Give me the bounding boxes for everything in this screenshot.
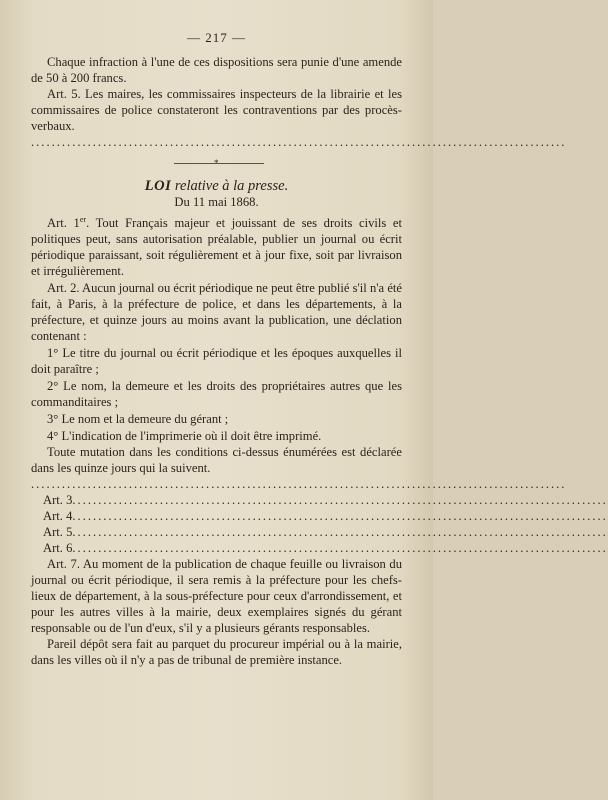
art-1-prefix: Art. 1 <box>47 216 80 230</box>
law-title <box>31 178 402 194</box>
dot-leader: ........................................................................................................ <box>72 541 608 555</box>
section-divider <box>31 156 402 170</box>
law-title-caps: LOI <box>144 178 172 194</box>
paragraph-infraction: Chaque infraction à l'une de ces dispositions sera punie d'une amende de 50 à 200 francs. <box>31 55 402 85</box>
paragraph-art-5: Art. 5. Les maires, les commissaires inspecteurs de la librairie et les commissaires de police constateront les contraventions par des procès-verbaux. <box>31 87 402 133</box>
law-date: Du 11 mai 1868. <box>174 195 259 209</box>
art-ref-5 <box>31 524 608 540</box>
paragraph-art-1 <box>31 215 402 279</box>
list-item-3: 3° Le nom et la demeure du gérant ; <box>47 412 229 426</box>
art-ref-label: Art. 6 <box>43 541 73 555</box>
list-item-1: 1° Le titre du journal ou écrit périodique et les époques auxquelles il doit paraître ; <box>31 346 402 376</box>
art-ref-4 <box>31 508 608 524</box>
dotted-separator: ........................................................................................................ <box>31 135 567 149</box>
list-item-4: 4° L'indication de l'imprimerie où il doit être imprimé. <box>47 429 322 443</box>
page-number: — 217 — <box>187 30 246 45</box>
dotted-separator-2: ........................................................................................................ <box>31 477 567 491</box>
art-ref-label: Art. 5 <box>43 525 73 539</box>
page-content <box>31 30 608 668</box>
paragraph-art-2: Art. 2. Aucun journal ou écrit périodique ne peut être publié s'il n'a été fait, à Paris, à la préfecture de police, et dans les départements, à la préfecture, et quinze jours au moins avant la publication, une déclation contenant : <box>31 281 402 343</box>
art-ref-6 <box>31 540 608 556</box>
paragraph-art-7: Art. 7. Au moment de la publication de chaque feuille ou livraison du journal ou écrit périodique, il sera remis à la préfecture pour les chefs-lieux de département, à la sous-préfecture pour ceux d'arrondissement, et pour les autres villes à la mairie, deux exemplaires signés du gérant responsable ou de l'un d'eux, s'il y a plusieurs gérants responsables. <box>31 557 402 635</box>
dot-leader: ........................................................................................................ <box>72 509 608 523</box>
list-item-2: 2° Le nom, la demeure et les droits des propriétaires autres que les commanditaires ; <box>31 379 402 409</box>
art-ref-label: Art. 3 <box>43 493 73 507</box>
dot-leader: ........................................................................................................ <box>72 525 608 539</box>
art-ref-3 <box>31 492 608 508</box>
art-ref-label: Art. 4 <box>43 509 73 523</box>
art-1-text: . Tout Français majeur et jouissant de ses droits civils et politiques peut, sans autorisation préalable, publier un journal ou écrit périodique paraissant, soit régulièrement et à jour fixe, soit par livraison et irrégulièrement. <box>31 216 402 278</box>
divider-line <box>174 163 264 164</box>
paragraph-depot: Pareil dépôt sera fait au parquet du procureur impérial ou à la mairie, dans les villes où il n'y a pas de tribunal de première instance. <box>31 637 402 667</box>
law-title-rest: relative à la presse. <box>174 178 289 194</box>
divider-star: * <box>214 158 219 168</box>
dot-leader: ........................................................................................................ <box>72 493 608 507</box>
paragraph-mutation: Toute mutation dans les conditions ci-dessus énumérées est déclarée dans les quinze jours qui la suivent. <box>31 445 402 475</box>
art-1-sup: er <box>79 214 87 224</box>
